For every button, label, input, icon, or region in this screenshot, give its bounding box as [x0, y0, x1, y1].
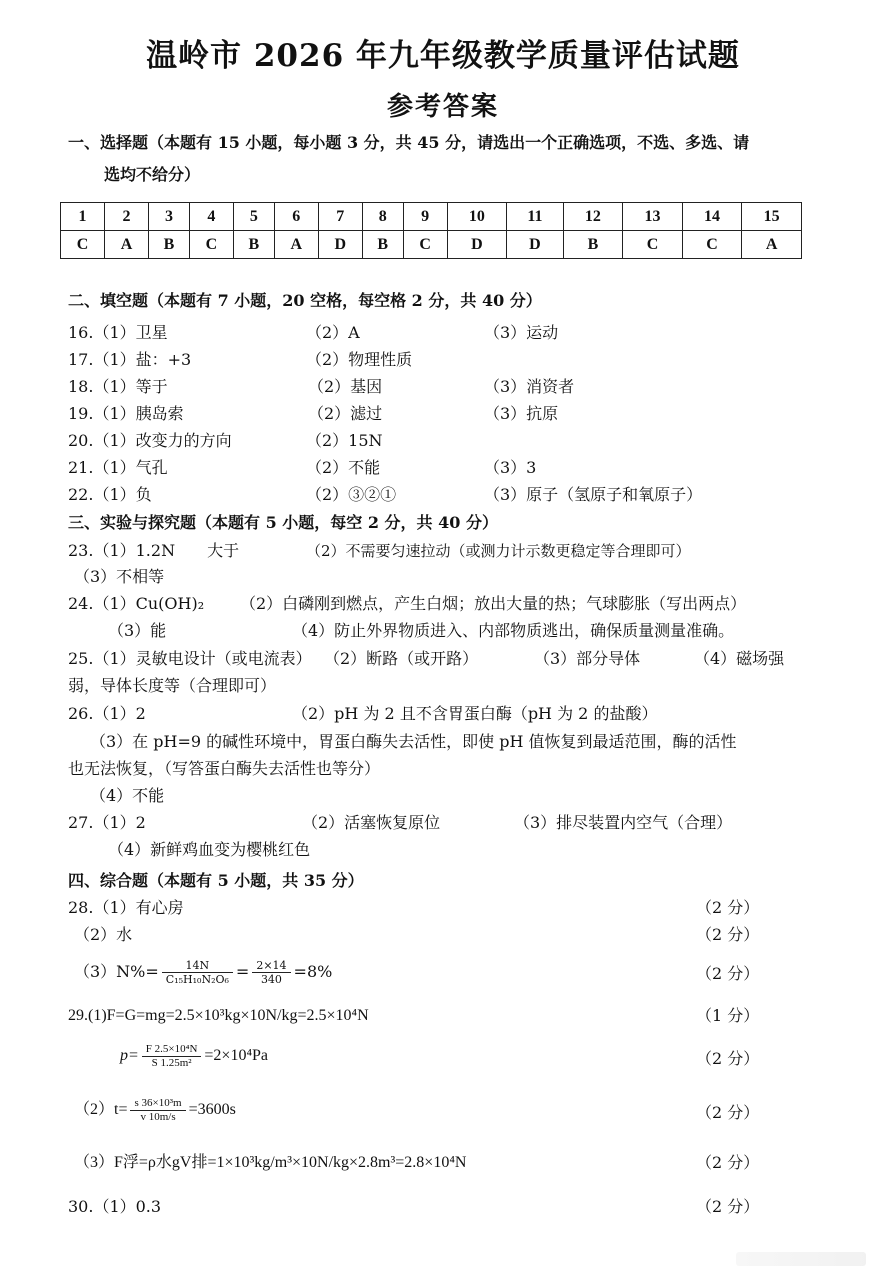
fill-blank-answer: 19.（1）胰岛索: [68, 404, 184, 423]
answer-text: （2）水: [74, 925, 133, 944]
fill-blank-answer: （3）抗原: [484, 404, 559, 423]
table-cell: 3: [149, 203, 190, 231]
fill-blank-answer: 16.（1）卫星: [68, 323, 168, 342]
answer-text: （3）在 pH=9 的碱性环境中，胃蛋白酶失去活性，即使 pH 值恢复到最适范围，酶的活性: [90, 732, 737, 751]
score-label: （2 分）: [696, 1103, 760, 1122]
fill-blank-answer: （3）消资者: [484, 377, 575, 396]
section4-heading: 四、综合题（本题有 5 小题，共 35 分）: [68, 871, 364, 890]
answer-line: [68, 1194, 161, 1220]
fraction-numerator: 2×14: [252, 959, 290, 973]
table-cell: 14: [682, 203, 742, 231]
table-cell: A: [274, 231, 318, 259]
answer-text: （4）磁场强: [694, 649, 785, 668]
table-cell: C: [403, 231, 447, 259]
score-label: （2 分）: [696, 1197, 760, 1216]
table-cell: C: [682, 231, 742, 259]
answer-text: （3）能: [108, 621, 167, 640]
answer-text: （4）防止外界物质进入、内部物质逃出，确保质量测量准确。: [292, 621, 735, 640]
answer-text: （2）不需要匀速拉动（或测力计示数更稳定等合理即可）: [306, 542, 691, 560]
table-cell: D: [447, 231, 507, 259]
fill-blank-answer: （2）物理性质: [306, 350, 413, 369]
answer-line: [534, 646, 640, 672]
answer-text: 27.（1）2: [68, 813, 146, 832]
answer-text: 25.（1）灵敏电设计（或电流表）: [68, 649, 312, 668]
answer-text: 30.（1）0.3: [68, 1197, 162, 1216]
answer-text: （3）F浮=ρ水gV排=1×10³kg/m³×10N/kg×2.8m³=2.8×10⁴N: [74, 1154, 467, 1171]
answer-line: [514, 810, 732, 836]
answer-line: [90, 729, 737, 755]
formula-line: [68, 1003, 369, 1029]
table-cell: A: [742, 231, 802, 259]
table-cell: C: [623, 231, 683, 259]
answer-line: [68, 810, 146, 836]
fill-blank-answer: （2）基因: [308, 377, 383, 396]
fill-blank-answer: 21.（1）气孔: [68, 458, 168, 477]
answer-line: [74, 922, 132, 948]
fraction-numerator: 14N: [162, 959, 233, 973]
section1-heading-cont: 选均不给分）: [104, 165, 201, 184]
fill-blank-answer: 20.（1）改变力的方向: [68, 431, 232, 450]
fill-blank-answer: （3）原子（氢原子和氧原子）: [484, 485, 703, 504]
fill-blank-answer: （2）③②①: [306, 485, 397, 504]
answer-text: 28.（1）有心房: [68, 898, 184, 917]
answer-text: （3）部分导体: [534, 649, 641, 668]
fill-blank-answer: 17.（1）盐：+3: [68, 350, 192, 369]
score-label: （2 分）: [696, 964, 760, 983]
answer-line: [68, 538, 239, 564]
answer-line: [240, 591, 746, 617]
answer-line: [68, 591, 204, 617]
answer-table: [60, 202, 802, 259]
answer-line: [302, 810, 440, 836]
answer-text: （2）活塞恢复原位: [302, 813, 441, 832]
fraction-numerator: F 2.5×10⁴N: [142, 1043, 202, 1057]
answer-line: [68, 701, 146, 727]
score-label: （2 分）: [696, 1049, 760, 1068]
score-label: （2 分）: [696, 1153, 760, 1172]
fraction-numerator: s 36×10³m: [130, 1097, 185, 1111]
answer-line: [90, 783, 164, 809]
answer-text: 也无法恢复，（写答蛋白酶失去活性也等分）: [68, 759, 381, 778]
table-cell: 1: [61, 203, 105, 231]
answer-text: （2）断路（或开路）: [324, 649, 479, 668]
fraction-denominator: C₁₅H₁₀N₂O₆: [165, 973, 229, 986]
fill-blank-answer: （3）3: [484, 458, 537, 477]
fill-blank-answer: （2）不能: [306, 458, 381, 477]
table-cell: 10: [447, 203, 507, 231]
table-cell: C: [189, 231, 233, 259]
table-cell: 15: [742, 203, 802, 231]
formula-result: =2×10⁴Pa: [204, 1047, 269, 1064]
page-subtitle: 参考答案: [386, 92, 499, 122]
score-label: （1 分）: [696, 1006, 760, 1025]
answer-text: （2）pH 为 2 且不含胃蛋白酶（pH 为 2 的盐酸）: [292, 704, 658, 723]
table-cell: B: [233, 231, 274, 259]
answer-text: （4）不能: [90, 786, 165, 805]
formula-line: [74, 1092, 236, 1128]
table-cell: 9: [403, 203, 447, 231]
answer-line: [108, 618, 166, 644]
table-cell: 11: [507, 203, 563, 231]
answer-table-answers: [61, 231, 802, 259]
fraction: [130, 1097, 185, 1124]
fraction-denominator: S 1.25m²: [151, 1056, 192, 1069]
section1-heading: 一、选择题（本题有 15 小题，每小题 3 分，共 45 分，请选出一个正确选项，不选、多选、请: [68, 133, 750, 152]
answer-line: [68, 895, 184, 921]
table-cell: 8: [362, 203, 403, 231]
fill-blank-answer: 18.（1）等于: [68, 377, 168, 396]
answer-table-numbers: [61, 203, 802, 231]
answer-line: [68, 646, 312, 672]
answer-line: [68, 756, 380, 782]
fill-blank-answer: （3）运动: [484, 323, 559, 342]
table-cell: 4: [189, 203, 233, 231]
page-title: 温岭市 2026 年九年级教学质量评估试题: [146, 38, 740, 74]
answer-text: 29.(1)F=G=mg=2.5×10³kg×10N/kg=2.5×10⁴N: [68, 1007, 369, 1024]
answer-text: （3）不相等: [74, 567, 165, 586]
answer-line: [68, 673, 276, 699]
table-cell: 6: [274, 203, 318, 231]
answer-line: [74, 564, 164, 590]
formula-result: =8%: [293, 962, 333, 981]
table-cell: B: [362, 231, 403, 259]
fill-blank-answer: （2）滤过: [308, 404, 383, 423]
answer-line: [324, 646, 478, 672]
table-cell: 2: [105, 203, 149, 231]
table-cell: D: [507, 231, 563, 259]
answer-text: 26.（1）2: [68, 704, 146, 723]
answer-line: [108, 837, 310, 863]
fill-blank-answer: （2）15N: [306, 431, 383, 450]
table-cell: B: [149, 231, 190, 259]
answer-text: （3）排尽装置内空气（合理）: [514, 813, 733, 832]
fraction: [162, 959, 233, 986]
formula-prefix: p=: [120, 1047, 139, 1064]
table-cell: D: [318, 231, 362, 259]
formula-result: =3600s: [188, 1101, 236, 1118]
table-cell: 5: [233, 203, 274, 231]
table-cell: B: [563, 231, 623, 259]
answer-text: 24.（1）Cu(OH)₂: [68, 594, 205, 613]
table-cell: 7: [318, 203, 362, 231]
answer-line: [694, 646, 784, 672]
section2-heading: 二、填空题（本题有 7 小题，20 空格，每空格 2 分，共 40 分）: [68, 291, 542, 310]
fraction-denominator: 340: [260, 973, 282, 986]
answer-line: [292, 701, 657, 727]
table-cell: A: [105, 231, 149, 259]
score-label: （2 分）: [696, 925, 760, 944]
answer-text: （4）新鲜鸡血变为樱桃红色: [108, 840, 311, 859]
answer-text: 23.（1）1.2N 大于: [68, 541, 240, 560]
section3-heading: 三、实验与探究题（本题有 5 小题，每空 2 分，共 40 分）: [68, 513, 498, 532]
answer-line: [306, 538, 691, 564]
table-cell: 12: [563, 203, 623, 231]
formula-line: [74, 1150, 466, 1176]
fraction: [252, 959, 290, 986]
answer-text: 弱，导体长度等（合理即可）: [68, 676, 277, 695]
fraction: [142, 1043, 202, 1070]
fill-blank-answer: （2）A: [306, 323, 360, 342]
formula-line: [120, 1038, 268, 1074]
answer-text: （2）白磷刚到燃点，产生白烟；放出大量的热；气球膨胀（写出两点）: [240, 594, 747, 613]
formula-prefix: （2）t=: [74, 1101, 128, 1118]
table-cell: C: [61, 231, 105, 259]
table-cell: 13: [623, 203, 683, 231]
score-label: （2 分）: [696, 898, 760, 917]
fraction-denominator: v 10m/s: [140, 1110, 176, 1123]
watermark: [736, 1252, 866, 1266]
formula-line: （3）N%= $\frac{14N}{\text{C₁₅H₁₀N₂O₆}}$ = $\frac{2\times 14}{340}$ =8%: [74, 959, 333, 986]
answer-line: [292, 618, 734, 644]
formula-prefix: （3）N%=: [74, 962, 159, 981]
fill-blank-answer: 22.（1）负: [68, 485, 152, 504]
